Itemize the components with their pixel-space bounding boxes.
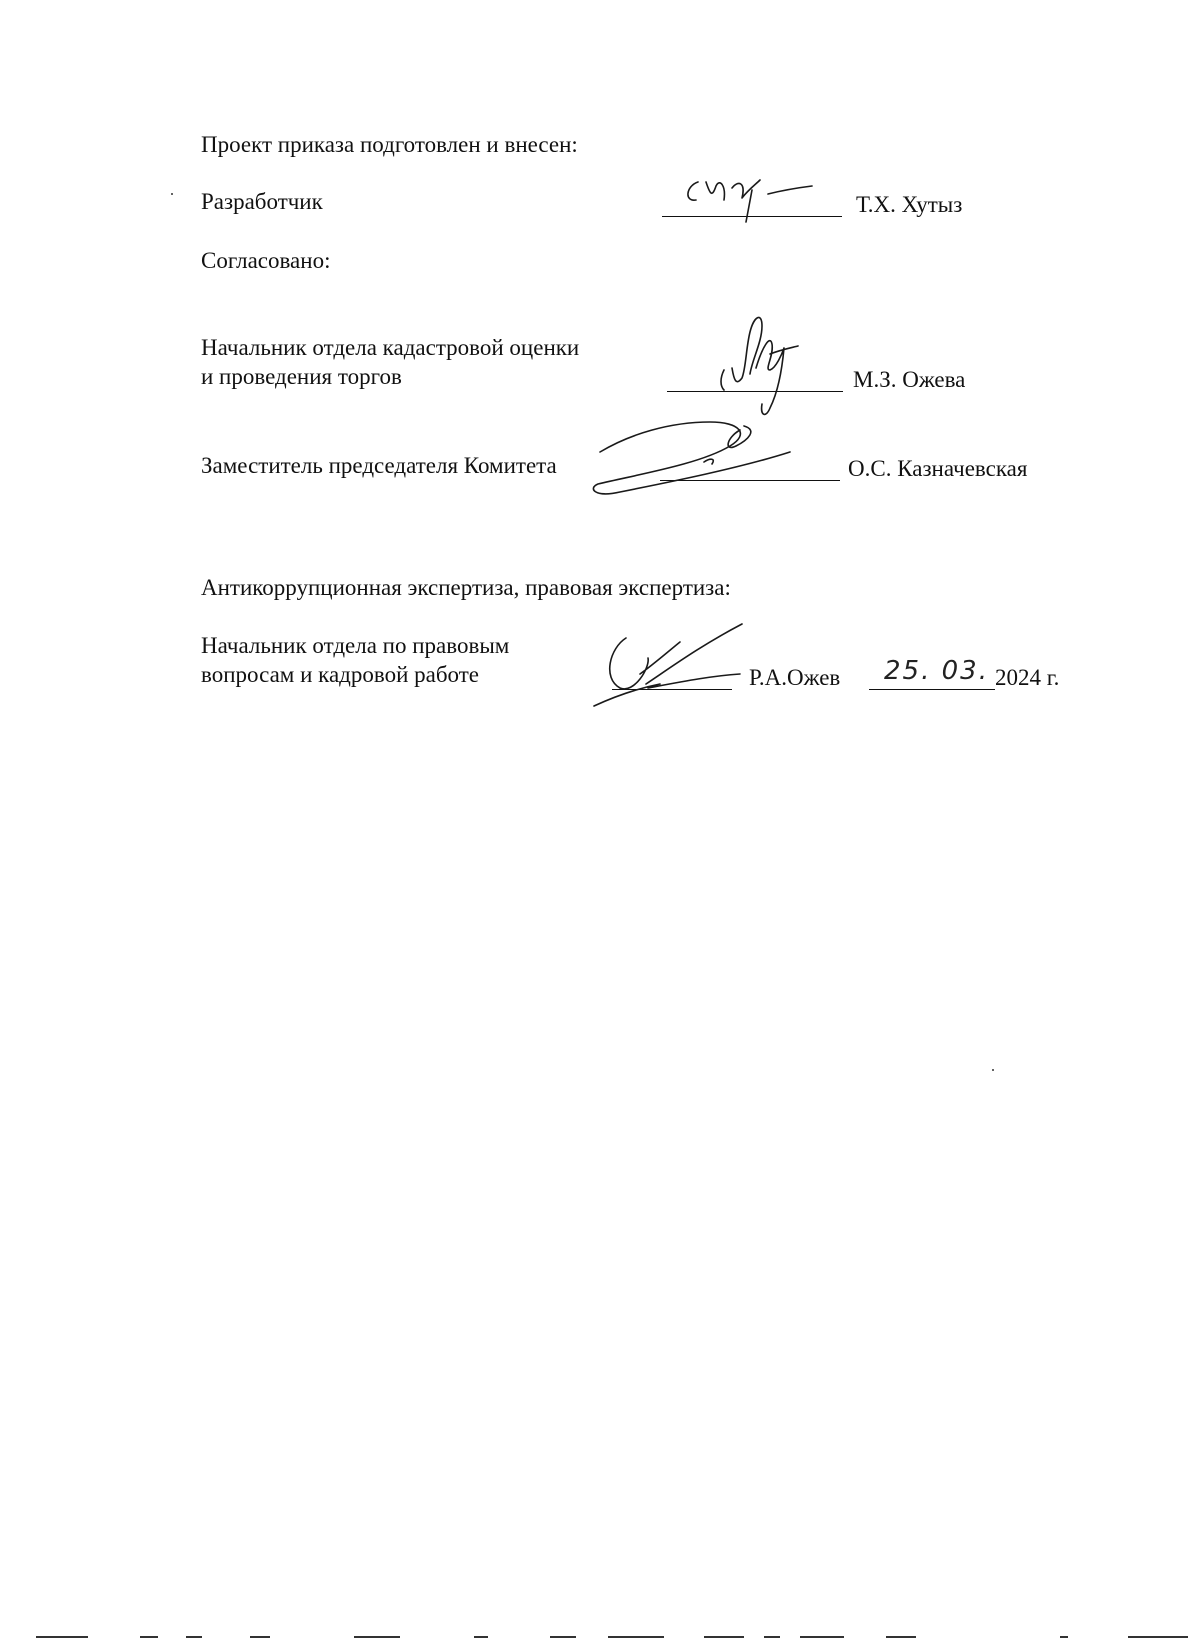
cadastral-head-role-line2: и проведения торгов (201, 364, 402, 389)
handwritten-date: 25. 03. (884, 656, 989, 686)
expertise-heading: Антикоррупционная экспертиза, правовая экспертиза: (201, 575, 731, 600)
prepared-heading: Проект приказа подготовлен и внесен: (201, 132, 578, 157)
legal-head-name: Р.А.Ожев (749, 665, 841, 690)
scan-speck (992, 1069, 994, 1071)
year-suffix: 2024 г. (995, 665, 1060, 690)
deputy-chairman-role: Заместитель председателя Комитета (201, 453, 557, 478)
developer-signature (676, 172, 836, 228)
developer-name: Т.Х. Хутыз (856, 192, 963, 217)
legal-head-role-line2: вопросам и кадровой работе (201, 662, 480, 687)
bottom-scan-marks (0, 1636, 1200, 1642)
date-line (869, 689, 995, 690)
developer-role: Разработчик (201, 189, 323, 214)
agreed-heading: Согласовано: (201, 248, 331, 273)
deputy-chairman-signature (580, 412, 810, 500)
deputy-chairman-name: О.С. Казначевская (848, 456, 1028, 481)
cadastral-head-name: М.З. Ожева (853, 367, 966, 392)
scan-speck (171, 193, 173, 195)
legal-head-role-line1: Начальник отдела по правовым (201, 633, 510, 658)
legal-head-signature (590, 618, 760, 710)
cadastral-head-signature (712, 308, 822, 426)
cadastral-head-role-line1: Начальник отдела кадастровой оценки (201, 335, 580, 360)
